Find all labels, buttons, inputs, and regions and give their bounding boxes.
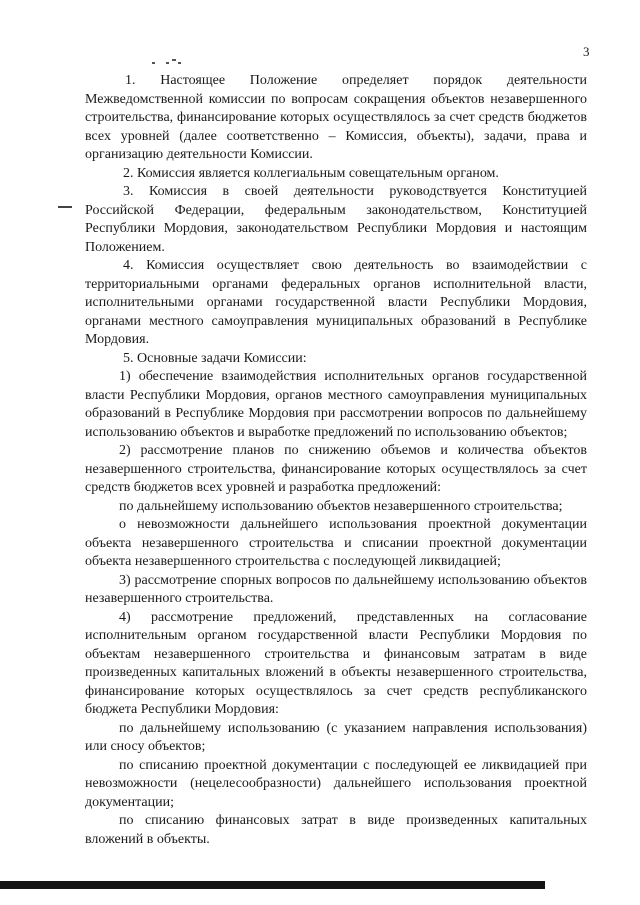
paragraph-4: 4. Комиссия осуществляет свою деятельность во взаимодействии с территориальными органами федеральных органов исполнительной власти, исполнительными органами государственной власти Республики Мордовия, органами местного самоуправления муниципальных образований в Республике Мордовия.: [85, 258, 587, 347]
paragraph-5-4: 4) рассмотрение предложений, представленных на согласование исполнительным органом государственной власти Республики Мордовия по объектам незавершенного строительства и финансовым затратам в виде произведенных капитальных вложений в объекты незавершенного строительства, финансирование которых осуществлялось за счет средств республиканского бюджета Республики Мордовия:: [85, 609, 587, 717]
paragraph-1: 1. Настоящее Положение определяет порядок деятельности Межведомственной комиссии по вопросам сокращения объектов незавершенного строительства, финансирование которых осуществлялось за счет средств бюджетов всех уровней (далее соответственно – Комиссия, объекты), задачи, права и организацию деятельности Комиссии.: [85, 73, 587, 162]
paragraph-5-4-b: по списанию проектной документации с последующей ее ликвидацией при невозможности (нецелесообразности) дальнейшего использования проектной документации;: [85, 757, 587, 810]
scan-edge-bar: [0, 881, 545, 889]
paragraph-2: 2. Комиссия является коллегиальным совещательным органом.: [123, 165, 499, 181]
paragraph-5-3: 3) рассмотрение спорных вопросов по дальнейшему использованию объектов незавершенного строительства.: [85, 572, 587, 606]
paragraph-5-4-a: по дальнейшему использованию (с указанием направления использования) или сносу объектов;: [85, 720, 587, 754]
paragraph-5-2: 2) рассмотрение планов по снижению объемов и количества объектов незавершенного строительства, финансирование которых осуществлялось за счет средств бюджетов всех уровней и разработка предложений:: [85, 443, 587, 495]
paragraph-3: 3. Комиссия в своей деятельности руководствуется Конституцией Российской Федерации, федеральным законодательством, Конституцией Республики Мордовия, законодательством Республики Мордовия и настоящим Положением.: [85, 184, 587, 255]
scan-artifact-marks: [152, 59, 182, 65]
document-body: [85, 72, 587, 849]
margin-mark: [58, 206, 72, 208]
paragraph-5-2-a: по дальнейшему использованию объектов незавершенного строительства;: [119, 498, 563, 514]
paragraph-5-2-b: о невозможности дальнейшего использования проектной документации объекта незавершенного строительства и списании проектной документации объекта незавершенного строительства с последующей ликвидацией;: [85, 517, 587, 569]
paragraph-5-4-c: по списанию финансовых затрат в виде произведенных капитальных вложений в объекты.: [85, 813, 587, 847]
paragraph-5-1: 1) обеспечение взаимодействия исполнительных органов государственной власти Республики Мордовия, органов местного самоуправления муниципальных образований в Республике Мордовия при рассмотрении вопросов по дальнейшему использованию объектов и выработке предложений по использованию объектов;: [85, 369, 587, 440]
paragraph-5: 5. Основные задачи Комиссии:: [123, 350, 307, 366]
page-number: 3: [583, 44, 590, 59]
